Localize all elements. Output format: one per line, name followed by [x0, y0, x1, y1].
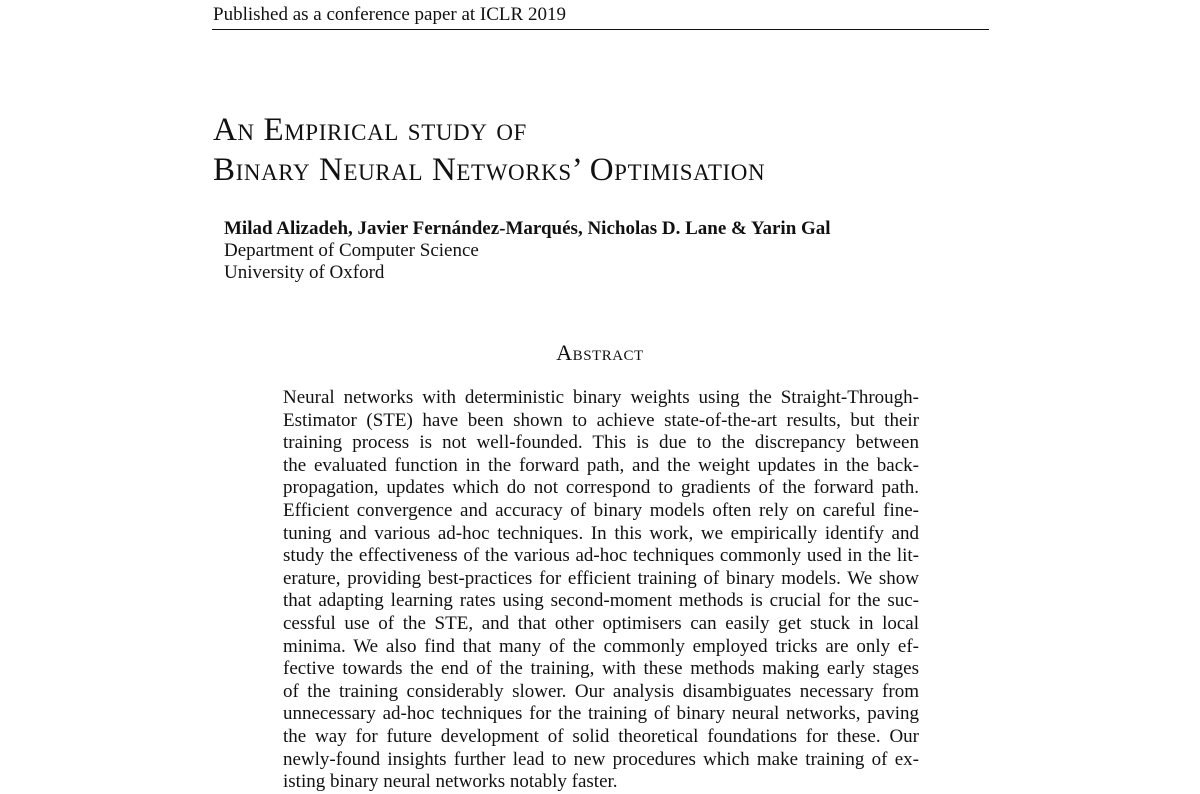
abstract-line: Efficient convergence and accuracy of binary models often rely on careful fine-: [283, 499, 919, 521]
abstract-line: Neural networks with deterministic binary weights using the Straight-Through-: [283, 387, 919, 408]
author-list: Milad Alizadeh, Javier Fernández-Marqués, Nicholas D. Lane & Yarin Gal: [224, 218, 831, 239]
abstract-line: cessful use of the STE, and that other optimisers can easily get stuck in local: [283, 612, 919, 634]
abstract-line: fective towards the end of the training, with these methods making early stages: [283, 658, 919, 680]
abstract-line: the evaluated function in the forward path, and the weight updates in the back-: [283, 454, 919, 476]
abstract-line: of the training considerably slower. Our analysis disambiguates necessary from: [283, 680, 919, 702]
abstract-line: that adapting learning rates using second-moment methods is crucial for the suc-: [283, 590, 919, 612]
paper-title: [213, 110, 765, 190]
abstract-body: [283, 387, 919, 794]
abstract-line: the way for future development of solid theoretical foundations for these. Our: [283, 725, 919, 747]
conference-note: Published as a conference paper at ICLR 2019: [213, 4, 566, 25]
abstract-line: minima. We also find that many of the commonly employed tricks are only ef-: [283, 635, 919, 657]
abstract-line: unnecessary ad-hoc techniques for the training of binary neural networks, paving: [283, 703, 919, 725]
abstract-line: Estimator (STE) have been shown to achieve state-of-the-art results, but their: [283, 409, 919, 431]
abstract-line: erature, providing best-practices for efficient training of binary models. We show: [283, 567, 919, 589]
abstract-line: isting binary neural networks notably faster.: [283, 771, 618, 793]
abstract-line: study the effectiveness of the various ad-hoc techniques commonly used in the lit-: [283, 545, 919, 567]
abstract-line: tuning and various ad-hoc techniques. In this work, we empirically identify and: [283, 522, 919, 544]
affiliation-university: University of Oxford: [224, 262, 385, 283]
affiliation-department: Department of Computer Science: [224, 240, 479, 261]
title-line-2: Binary Neural Networks’ Optimisation: [213, 152, 766, 188]
author-block: [224, 218, 831, 284]
abstract-line: newly-found insights further lead to new procedures which make training of ex-: [283, 748, 919, 770]
abstract-line: training process is not well-founded. This is due to the discrepancy between: [283, 432, 919, 454]
header-rule: [212, 29, 989, 30]
title-line-1: An Empirical study of: [213, 112, 527, 148]
abstract-heading: Abstract: [556, 340, 644, 365]
abstract-line: propagation, updates which do not correspond to gradients of the forward path.: [283, 477, 919, 499]
